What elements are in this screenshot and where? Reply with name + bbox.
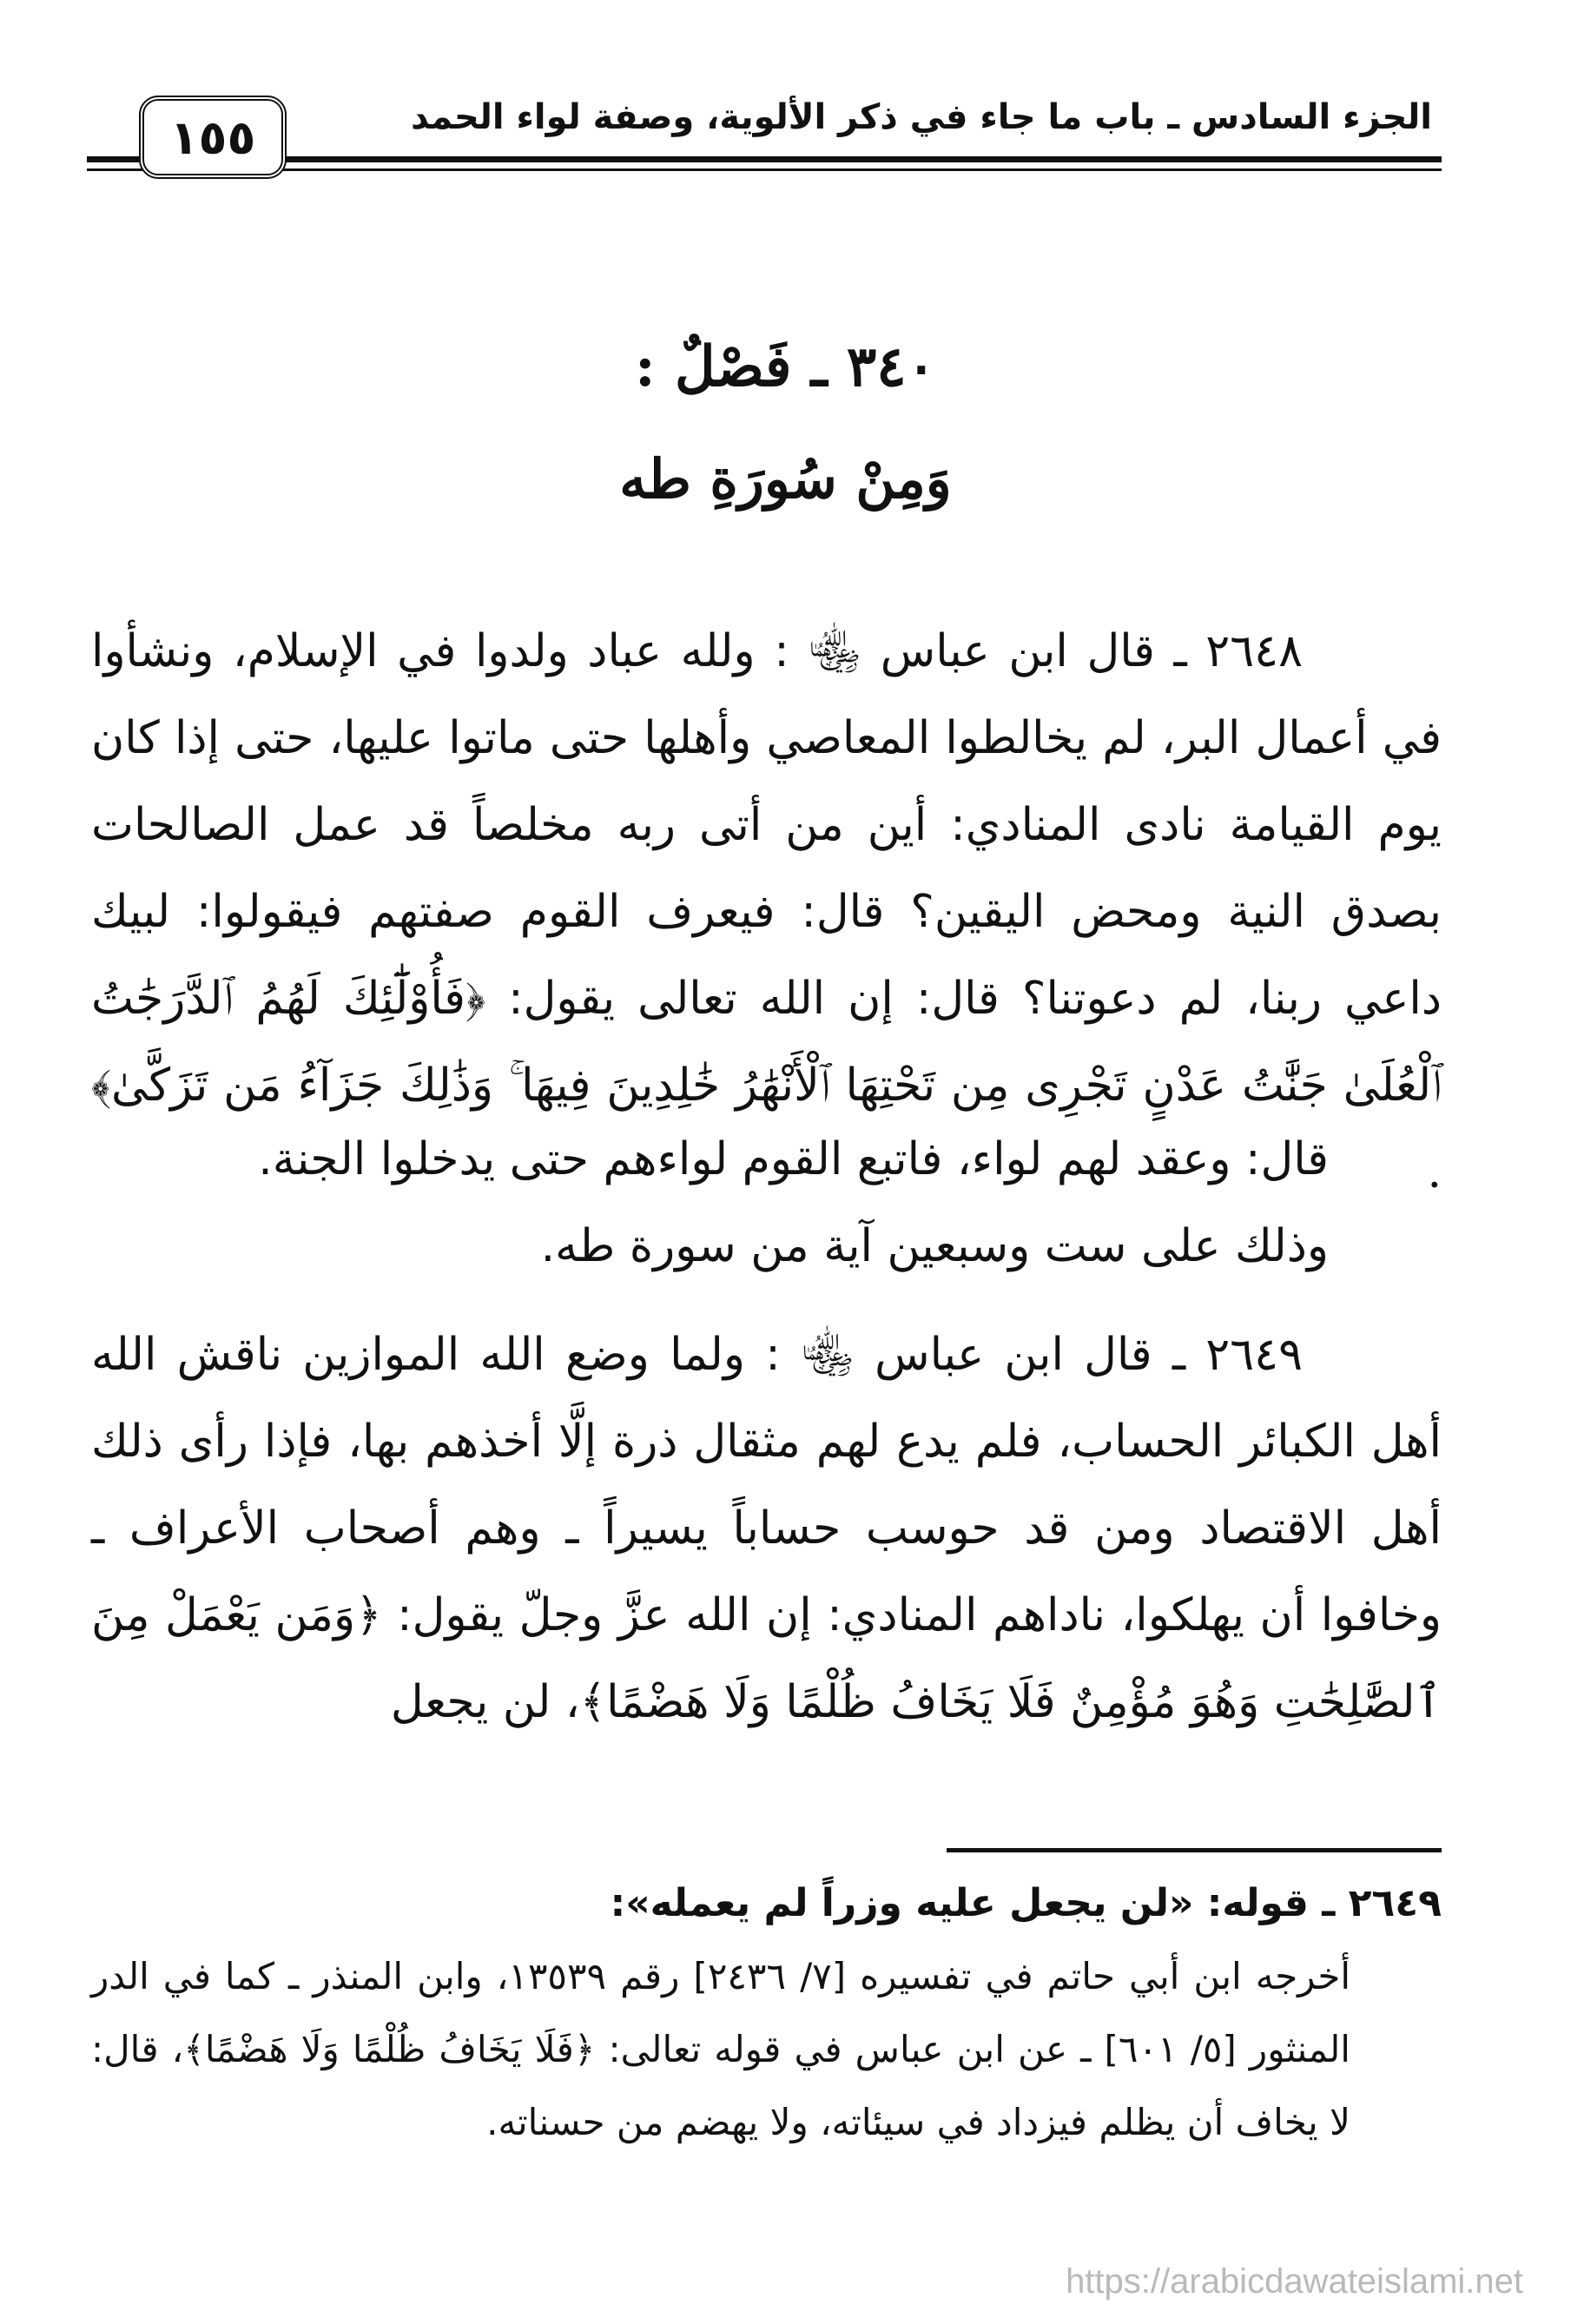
running-header: الجزء السادس ـ باب ما جاء في ذكر الألوية، وصفة لواء الحمد [411, 97, 1432, 137]
chapter-title: وَمِنْ سُورَةِ طه [619, 447, 952, 511]
hadith-2649-tail: ، لن يجعل [390, 1676, 580, 1728]
footnote-body: أخرجه ابن أبي حاتم في تفسيره [٧/ ٢٤٣٦] رقم ١٣٥٣٩، وابن المنذر ـ كما في الدر المنثور [٥/ ٦٠١] ـ عن ابن عباس في قوله تعالى: [91, 1955, 1350, 2070]
footnote-text [91, 1940, 1442, 2159]
quran-verse: ﴿وَمَن يَعْمَلْ مِنَ ٱلصَّٰلِحَٰتِ وَهُوَ مُؤْمِنٌ فَلَا يَخَافُ ظُلْمًا وَلَا هَضْمًا﴾ [91, 1589, 1442, 1728]
paragraph-banner: قال: وعقد لهم لواء، فاتبع القوم لواءهم حتى يدخلوا الجنة. [258, 1133, 1329, 1185]
quran-verse: ﴿فَلَا يَخَافُ ظُلْمًا وَلَا هَضْمًا﴾ [183, 2028, 596, 2070]
header-rule-thick [87, 156, 1442, 162]
paragraph-verse-count: وذلك على ست وسبعين آية من سورة طه. [540, 1220, 1329, 1272]
hadith-2648-text: ٢٦٤٨ ـ قال ابن عباس ﵄ : ولله عباد ولدوا في الإسلام، ونشأوا في أعمال البر، لم يخالطوا المعاصي وأهلها حتى ماتوا عليها، حتى إذا كان يوم القيامة نادى المنادي: أين من أتى ربه مخلصاً قد عمل الصالحات بصدق النية ومحض اليقين؟ قال: فيعرف القوم صفتهم فيقولوا: لبيك داعي ربنا، لم دعوتنا؟ قال: إن الله تعالى يقول: [91, 625, 1442, 1025]
page-number-frame [139, 96, 287, 179]
footnote-tail: ، قال: لا يخاف أن يظلم فيزداد في سيئاته، ولا يهضم من حسناته. [91, 2028, 1350, 2143]
watermark: https://arabicdawateislami.net [1066, 2262, 1523, 2301]
hadith-2649-text: ٢٦٤٩ ـ قال ابن عباس ﵄ : ولما وضع الله الموازين ناقش الله أهل الكبائر الحساب، فلم يدع لهم مثقال ذرة إلَّا أخذهم بها، فإذا رأى ذلك أهل الاقتصاد ومن قد حوسب حساباً يسيراً ـ وهم أصحاب الأعراف ـ وخافوا أن يهلكوا، ناداهم المنادي: إن الله عزَّ وجلّ يقول: [91, 1329, 1442, 1641]
chapter-heading: ٣٤٠ ـ فَصْلٌ : [635, 334, 936, 399]
hadith-2649 [91, 1311, 1442, 1746]
footnote-separator [947, 1848, 1442, 1852]
footnote-heading: ٢٦٤٩ ـ قوله: «لن يجعل عليه وزراً لم يعمله»: [610, 1881, 1442, 1925]
header-rule-thin [87, 168, 1442, 171]
quran-verse: ﴿فَأُوْلَٰٓئِكَ لَهُمُ ٱلدَّرَجَٰتُ ٱلْعُلَىٰ جَنَّٰتُ عَدْنٍ تَجْرِى مِن تَحْتِهَا ٱلْأَنْهَٰرُ خَٰلِدِينَ فِيهَا ۚ وَذَٰلِكَ جَزَآءُ مَن تَزَكَّىٰ﴾ . [91, 973, 1442, 1198]
page-number: ١٥٥ [169, 109, 256, 165]
